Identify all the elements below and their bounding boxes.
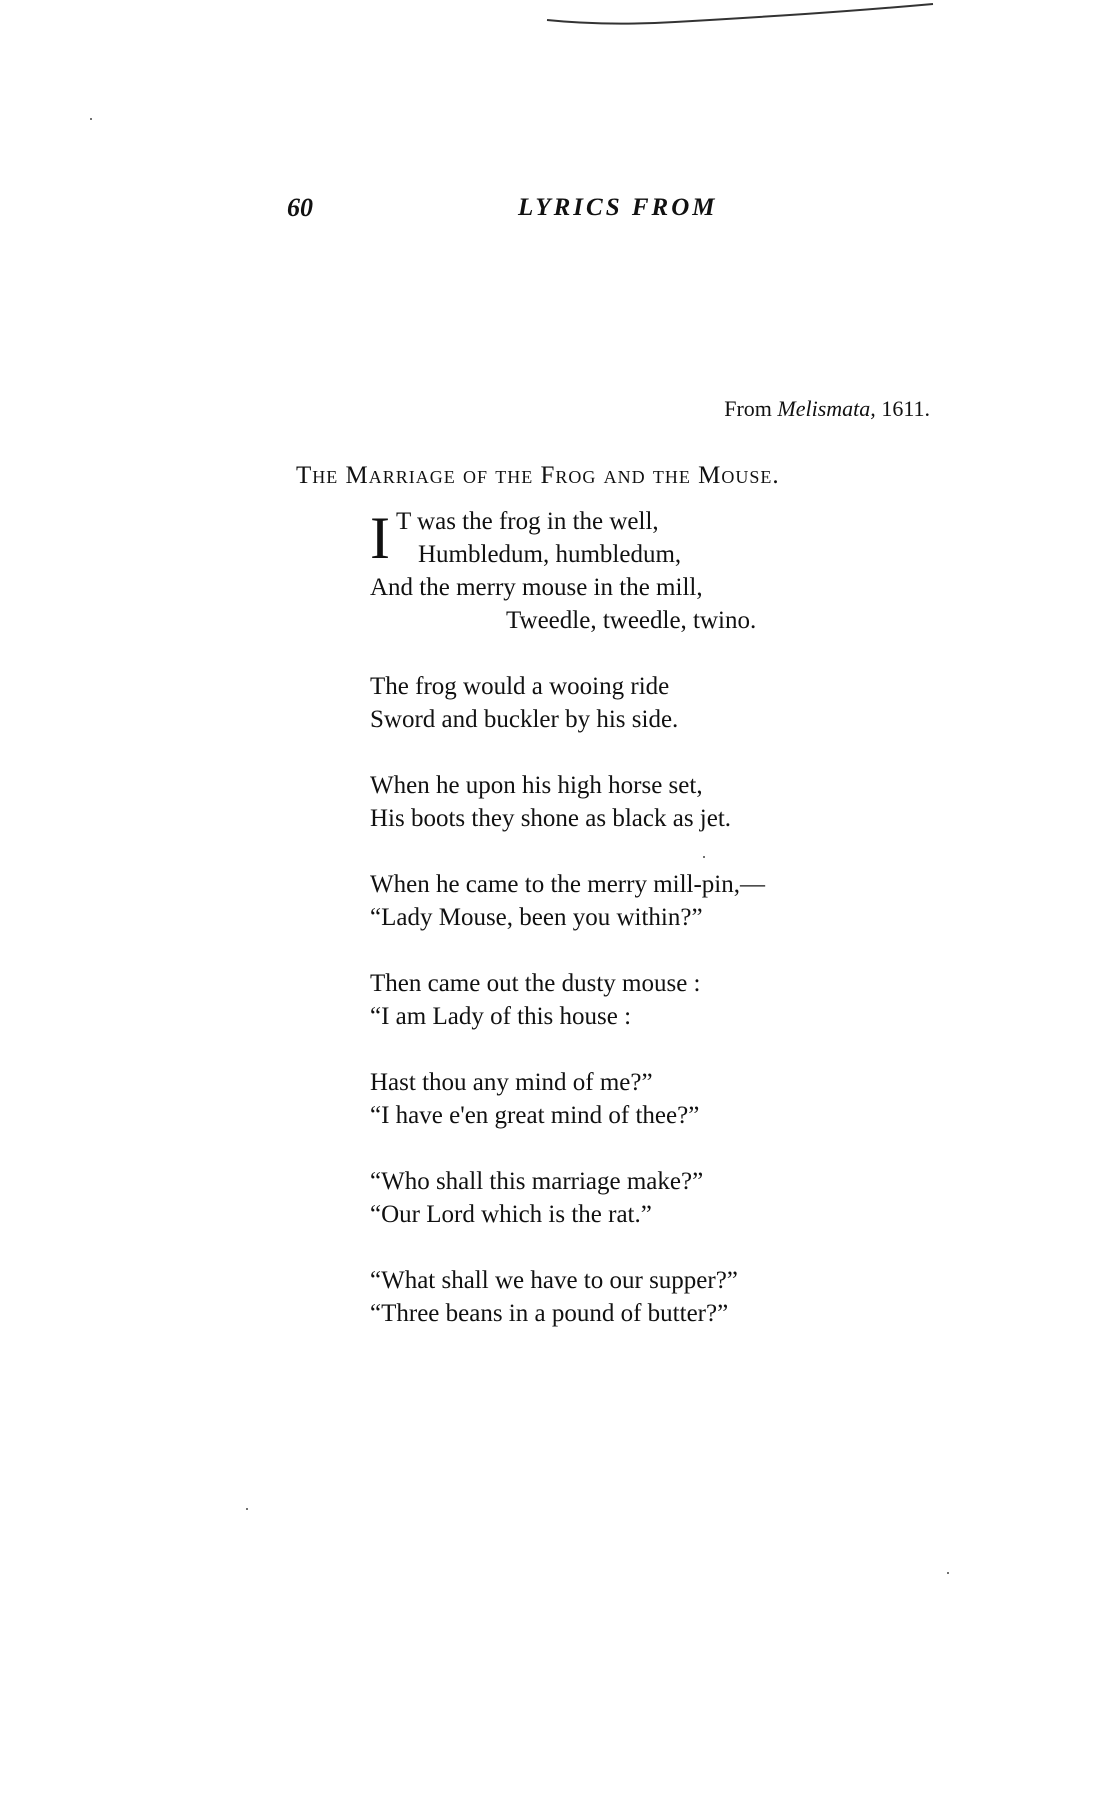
- source-work: Melismata,: [777, 396, 876, 421]
- stanza: [370, 868, 930, 934]
- poem-line: And the merry mouse in the mill,: [370, 574, 703, 601]
- poem-line: When he came to the merry mill-pin,—: [370, 871, 766, 898]
- poem-line: Humbledum, humbledum,: [418, 541, 682, 568]
- poem-line: “Lady Mouse, been you within?”: [370, 904, 703, 931]
- stanza: [370, 967, 930, 1033]
- scan-speck: [90, 118, 92, 120]
- stanza: [370, 769, 930, 835]
- poem-line: T was the frog in the well,: [395, 508, 659, 535]
- source-attribution: [724, 392, 930, 426]
- stanza: [370, 1066, 930, 1132]
- poem-line: “Three beans in a pound of butter?”: [370, 1300, 729, 1327]
- poem-line: “Our Lord which is the rat.”: [370, 1201, 652, 1228]
- poem-line: His boots they shone as black as jet.: [370, 805, 732, 832]
- running-head: [0, 188, 1108, 228]
- poem-line: Hast thou any mind of me?”: [370, 1069, 653, 1096]
- stanza: [370, 505, 930, 637]
- poem-line: The frog would a wooing ride: [370, 673, 670, 700]
- drop-cap: I: [370, 505, 390, 571]
- poem-line: When he upon his high horse set,: [370, 772, 703, 799]
- poem-line: Then came out the dusty mouse :: [370, 970, 701, 997]
- stanza: [370, 1264, 930, 1330]
- poem-line: Tweedle, tweedle, twino.: [506, 607, 757, 634]
- poem-line: “I have e'en great mind of thee?”: [370, 1102, 700, 1129]
- stanza: [370, 1165, 930, 1231]
- poem-line: “Who shall this marriage make?”: [370, 1168, 704, 1195]
- scan-speck: [947, 1572, 949, 1574]
- poem-line: “I am Lady of this house :: [370, 1003, 632, 1030]
- poem-line: Sword and buckler by his side.: [370, 706, 679, 733]
- source-year: 1611.: [881, 396, 930, 421]
- running-title: LYRICS FROM: [518, 194, 718, 221]
- scan-speck: [246, 1508, 248, 1510]
- poem-body: [370, 505, 930, 1363]
- stanza: [370, 670, 930, 736]
- page-number: 60: [287, 193, 313, 222]
- page-edge-scan-line: [545, 0, 935, 30]
- poem-title: The Marriage of the Frog and the Mouse.: [296, 462, 780, 489]
- poem-line: “What shall we have to our supper?”: [370, 1267, 738, 1294]
- source-prefix: From: [724, 396, 772, 421]
